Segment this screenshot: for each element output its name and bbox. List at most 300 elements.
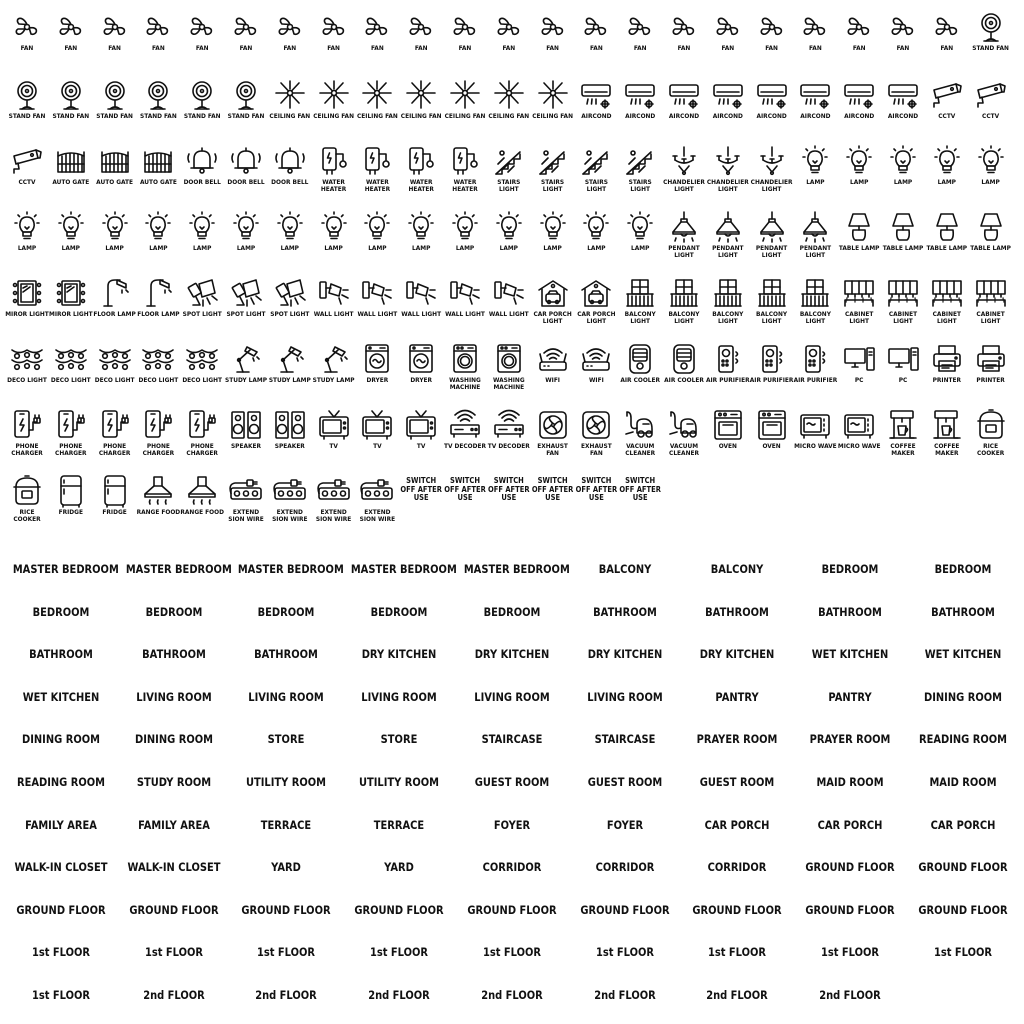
icon-sticker	[750, 78, 794, 144]
fan-icon	[837, 10, 881, 44]
icon-sticker	[837, 144, 881, 210]
icon-sticker	[881, 408, 925, 474]
tv-decoder-icon	[487, 408, 531, 442]
icon-sticker	[136, 78, 180, 144]
icon-sticker	[93, 408, 137, 474]
room-label-sticker: YARD	[384, 860, 414, 875]
wifi-router-icon	[574, 342, 618, 376]
printer-icon	[925, 342, 969, 376]
tv-icon	[312, 408, 356, 442]
icon-sticker-label: STAND FAN	[140, 112, 177, 120]
icon-sticker-label: AIRCOND	[887, 112, 919, 120]
icon-sticker	[881, 276, 925, 342]
icon-sticker	[487, 474, 531, 540]
icon-sticker	[443, 144, 487, 210]
icon-sticker	[662, 408, 706, 474]
icon-sticker-label: MIROR LIGHT	[5, 310, 49, 318]
fan-icon	[5, 10, 49, 44]
air-purifier-icon	[706, 342, 750, 376]
icon-sticker	[925, 342, 969, 408]
fan-icon	[136, 10, 180, 44]
icon-sticker-label: PHONE CHARGER	[11, 442, 43, 457]
icon-sticker-label: LAMP	[105, 244, 124, 252]
aircond-icon	[881, 78, 925, 112]
icon-sticker	[925, 210, 969, 276]
lamp-icon	[793, 144, 837, 178]
icon-sticker-label: LAMP	[236, 244, 256, 252]
dryer-icon	[399, 342, 443, 376]
phone-charger-icon	[93, 408, 137, 442]
icon-sticker-label: DOOR BELL	[227, 178, 265, 186]
icon-sticker-label: LAMP	[499, 244, 518, 252]
room-label-sticker: DINING ROOM	[923, 689, 1002, 704]
icon-sticker-label: CEILING FAN	[400, 112, 442, 120]
room-label-sticker: GUEST ROOM	[474, 775, 550, 789]
icon-sticker	[180, 408, 224, 474]
tv-decoder-icon	[443, 408, 487, 442]
washing-machine-icon	[443, 342, 487, 376]
icon-sticker-label: PENDANT LIGHT	[799, 244, 832, 259]
icon-sticker-label: VACUUM CLEANER	[625, 442, 656, 457]
room-label-sticker: 1st FLOOR	[144, 945, 203, 960]
phone-charger-icon	[5, 408, 49, 442]
icon-sticker-label: WATER HEATER	[452, 178, 478, 193]
icon-sticker-label: LAMP	[937, 178, 956, 186]
wall-light-icon	[312, 276, 356, 310]
icon-sticker-label: FAN	[239, 44, 253, 52]
icon-sticker	[750, 342, 794, 408]
room-label-sticker: WALK-IN CLOSET	[127, 860, 221, 875]
icon-sticker	[793, 210, 837, 276]
exhaust-fan-icon	[574, 408, 618, 442]
icon-sticker-label: PENDANT LIGHT	[755, 244, 788, 259]
icon-sticker-label: LAMP	[893, 178, 913, 186]
icon-sticker	[268, 144, 312, 210]
icon-sticker-label: LAMP	[981, 178, 1000, 186]
icon-sticker-label: FRIDGE	[58, 508, 83, 516]
icon-sticker	[662, 342, 706, 408]
room-label-sticker: 2nd FLOOR	[255, 988, 318, 1002]
tv-icon	[399, 408, 443, 442]
microwave-icon	[837, 408, 881, 442]
icon-sticker-label: DOOR BELL	[271, 178, 309, 186]
icon-sticker	[5, 276, 49, 342]
icon-sticker-label: CCTV	[982, 112, 1000, 120]
icon-sticker-label: COFFEE MAKER	[934, 442, 960, 457]
room-label-sticker: STORE	[380, 732, 418, 747]
room-label-sticker: GROUND FLOOR	[805, 860, 895, 875]
room-label-sticker: 2nd FLOOR	[706, 988, 768, 1002]
icon-sticker	[355, 276, 399, 342]
room-label-sticker: BEDROOM	[483, 604, 541, 619]
room-label-sticker: MAID ROOM	[816, 775, 884, 789]
aircond-icon	[618, 78, 662, 112]
deco-light-icon	[180, 342, 224, 376]
stand-fan-icon	[969, 10, 1013, 44]
icon-sticker-label: AIRCOND	[625, 112, 656, 120]
icon-sticker-label: DECO LIGHT	[138, 376, 179, 384]
fan-icon	[706, 10, 750, 44]
icon-sticker-label: WALL LIGHT	[313, 310, 354, 318]
balcony-light-icon	[662, 276, 706, 310]
icon-sticker	[136, 474, 180, 540]
icon-sticker	[969, 276, 1013, 342]
icon-sticker	[355, 78, 399, 144]
icon-sticker	[224, 474, 268, 540]
water-heater-icon	[443, 144, 487, 178]
room-label-sticker: PANTRY	[828, 689, 872, 704]
icon-sticker	[355, 10, 399, 76]
icon-sticker	[312, 210, 356, 276]
icon-sticker-label: FAN	[896, 44, 910, 52]
ceiling-fan-icon	[312, 78, 356, 112]
room-label-sticker: BEDROOM	[32, 604, 90, 619]
icon-sticker-label: STUDY LAMP	[225, 376, 267, 384]
aircond-icon	[706, 78, 750, 112]
lamp-icon	[355, 210, 399, 244]
icon-sticker-label: FAN	[195, 44, 209, 52]
door-bell-icon	[268, 144, 312, 178]
car-porch-light-icon	[531, 276, 575, 310]
room-label-sticker: 2nd FLOOR	[142, 988, 205, 1002]
auto-gate-icon	[136, 144, 180, 178]
icon-sticker	[574, 210, 618, 276]
room-label-sticker: PRAYER ROOM	[809, 732, 891, 747]
room-label-sticker: GROUND FLOOR	[241, 902, 332, 917]
room-label-sticker: 1st FLOOR	[31, 945, 91, 960]
icon-sticker	[574, 276, 618, 342]
room-label-sticker: GROUND FLOOR	[16, 902, 106, 917]
icon-sticker-label: FAN	[546, 44, 559, 52]
room-label-sticker: WET KITCHEN	[924, 647, 1001, 662]
icon-sticker-label: EXHAUST FAN	[537, 442, 568, 457]
cctv-icon	[5, 144, 49, 178]
icon-sticker	[531, 210, 575, 276]
icon-sticker-label: CEILING FAN	[488, 112, 530, 120]
icon-sticker-label: CCTV	[18, 178, 36, 186]
icon-sticker	[399, 342, 443, 408]
icon-sticker	[662, 210, 706, 276]
icon-sticker-label: AIRCOND	[756, 112, 787, 120]
lamp-icon	[180, 210, 224, 244]
icon-sticker-label: AIR COOLER	[620, 376, 661, 384]
icon-sticker	[399, 210, 443, 276]
room-label-sticker: 2nd FLOOR	[368, 988, 430, 1002]
icon-sticker	[487, 342, 531, 408]
icon-sticker-label: EXTEND SION WIRE	[272, 508, 308, 523]
room-label-sticker: CAR PORCH	[704, 817, 770, 832]
icon-sticker-label: FAN	[502, 44, 516, 52]
printer-icon	[969, 342, 1013, 376]
icon-sticker	[224, 342, 268, 408]
icon-sticker	[706, 10, 750, 76]
room-label-sticker: STORE	[268, 732, 305, 747]
icon-sticker	[574, 10, 618, 76]
icon-sticker-label: FAN	[633, 44, 647, 52]
icon-sticker-label: FRIDGE	[102, 508, 127, 516]
fan-icon	[925, 10, 969, 44]
icon-sticker-label: SWITCH OFF AFTER USE	[575, 476, 618, 502]
icon-sticker	[5, 78, 49, 144]
lamp-icon	[443, 210, 487, 244]
icon-sticker-label: EXTEND SION WIRE	[228, 508, 264, 523]
icon-sticker	[531, 474, 575, 540]
wall-light-icon	[487, 276, 531, 310]
stand-fan-icon	[93, 78, 137, 112]
icon-sticker-label: PHONE CHARGER	[98, 442, 131, 457]
icon-sticker	[180, 210, 224, 276]
icon-sticker	[399, 276, 443, 342]
table-lamp-icon	[969, 210, 1013, 244]
icon-sticker	[443, 342, 487, 408]
icon-sticker	[443, 474, 487, 540]
icon-sticker-label: LAMP	[850, 178, 869, 186]
lamp-icon	[49, 210, 93, 244]
icon-sticker	[881, 144, 925, 210]
icon-sticker	[224, 10, 268, 76]
icon-sticker	[399, 144, 443, 210]
icon-sticker	[487, 276, 531, 342]
icon-sticker	[5, 210, 49, 276]
room-label-sticker: 1st FLOOR	[708, 945, 767, 960]
fan-icon	[793, 10, 837, 44]
icon-sticker-label: CEILING FAN	[313, 112, 354, 120]
icon-sticker-label: CABINET LIGHT	[932, 310, 961, 325]
chandelier-icon	[750, 144, 794, 178]
pendant-light-icon	[706, 210, 750, 244]
icon-sticker-label: TABLE LAMP	[926, 244, 968, 252]
icon-sticker-label: AIRCOND	[844, 112, 875, 120]
fridge-icon	[93, 474, 137, 508]
lamp-icon	[487, 210, 531, 244]
icon-sticker-label: CEILING FAN	[357, 112, 398, 120]
icon-sticker	[268, 78, 312, 144]
icon-sticker-label: DECO LIGHT	[7, 376, 47, 384]
icon-sticker	[881, 10, 925, 76]
room-label-sticker: CAR PORCH	[930, 817, 995, 832]
room-label-sticker: CORRIDOR	[707, 860, 767, 875]
icon-sticker-label: STAND FAN	[972, 44, 1009, 52]
auto-gate-icon	[93, 144, 137, 178]
icon-sticker	[969, 210, 1013, 276]
icon-sticker-label: CHANDELIER LIGHT	[750, 178, 793, 193]
balcony-light-icon	[750, 276, 794, 310]
icon-sticker-label: FAN	[152, 44, 165, 52]
pendant-light-icon	[793, 210, 837, 244]
stairs-light-icon	[487, 144, 531, 178]
icon-sticker	[49, 408, 93, 474]
room-label-sticker: MASTER BEDROOM	[463, 562, 570, 576]
icon-sticker-label: LAMP	[17, 244, 37, 252]
fan-icon	[399, 10, 443, 44]
room-label-sticker: DINING ROOM	[22, 732, 100, 747]
air-purifier-icon	[793, 342, 837, 376]
icon-sticker-label: AIR COOLER	[664, 376, 704, 384]
icon-sticker	[93, 10, 137, 76]
room-label-sticker: LIVING ROOM	[135, 689, 212, 704]
icon-sticker-label: PHONE CHARGER	[186, 442, 218, 457]
room-label-sticker: 1st FLOOR	[482, 945, 541, 960]
room-label-sticker: WALK-IN CLOSET	[14, 860, 108, 875]
icon-sticker	[136, 342, 180, 408]
icon-sticker	[180, 10, 224, 76]
icon-sticker-label: FAN	[414, 44, 428, 52]
stand-fan-icon	[49, 78, 93, 112]
chandelier-icon	[662, 144, 706, 178]
icon-sticker	[618, 210, 662, 276]
cctv-icon	[925, 78, 969, 112]
icon-sticker	[881, 210, 925, 276]
icon-sticker-label: PENDANT LIGHT	[668, 244, 700, 259]
room-label-sticker: WET KITCHEN	[811, 647, 889, 662]
icon-sticker-label: LAMP	[587, 244, 606, 252]
room-label-sticker: FAMILY AREA	[25, 817, 97, 832]
icon-sticker	[793, 408, 837, 474]
icon-sticker	[487, 78, 531, 144]
icon-sticker	[618, 78, 662, 144]
icon-sticker-label: STAND FAN	[8, 112, 46, 120]
icon-sticker	[487, 408, 531, 474]
icon-sticker	[180, 144, 224, 210]
icon-sticker	[93, 78, 137, 144]
icon-sticker-label: DRYER	[366, 376, 389, 384]
room-label-sticker: BEDROOM	[257, 604, 315, 619]
icon-sticker	[837, 10, 881, 76]
room-label-sticker: DRY KITCHEN	[587, 647, 662, 662]
icon-sticker-label: STAND FAN	[96, 112, 133, 120]
ceiling-fan-icon	[399, 78, 443, 112]
fan-icon	[93, 10, 137, 44]
icon-sticker	[531, 144, 575, 210]
phone-charger-icon	[180, 408, 224, 442]
room-label-sticker: CORRIDOR	[595, 860, 654, 875]
lamp-icon	[312, 210, 356, 244]
water-heater-icon	[312, 144, 356, 178]
ceiling-fan-icon	[268, 78, 312, 112]
room-label-sticker: 2nd FLOOR	[480, 988, 543, 1002]
room-label-sticker: GROUND FLOOR	[917, 860, 1008, 875]
room-label-sticker: BATHROOM	[930, 604, 995, 619]
icon-sticker	[5, 10, 49, 76]
icon-sticker-label: FAN	[677, 44, 691, 52]
icon-sticker-label: MIROR LIGHT	[49, 310, 93, 318]
icon-sticker	[969, 408, 1013, 474]
icon-sticker-label: OVEN	[718, 442, 737, 450]
icon-sticker-label: LAMP	[543, 244, 562, 252]
mirror-light-icon	[5, 276, 49, 310]
icon-sticker-label: SPEAKER	[230, 442, 262, 450]
icon-sticker-label: TABLE LAMP	[970, 244, 1011, 252]
fan-icon	[268, 10, 312, 44]
lamp-icon	[969, 144, 1013, 178]
icon-sticker	[49, 210, 93, 276]
icon-sticker-label: MICRO WAVE	[794, 442, 837, 450]
stairs-light-icon	[574, 144, 618, 178]
icon-sticker-label: EXTEND SION WIRE	[315, 508, 352, 523]
chandelier-icon	[706, 144, 750, 178]
icon-sticker-label: BALCONY LIGHT	[668, 310, 700, 325]
wall-light-icon	[355, 276, 399, 310]
room-label-sticker: STAIRCASE	[594, 732, 655, 747]
icon-sticker	[793, 276, 837, 342]
icon-sticker-label: AIRCOND	[712, 112, 743, 120]
icon-sticker	[268, 342, 312, 408]
deco-light-icon	[49, 342, 93, 376]
aircond-icon	[574, 78, 618, 112]
study-lamp-icon	[268, 342, 312, 376]
room-label-sticker: 1st FLOOR	[820, 945, 879, 960]
icon-sticker	[925, 276, 969, 342]
range-hood-icon	[180, 474, 224, 508]
icon-sticker	[706, 408, 750, 474]
icon-sticker	[706, 276, 750, 342]
icon-sticker-label: LAMP	[280, 244, 299, 252]
room-label-sticker: BEDROOM	[145, 604, 203, 619]
icon-sticker-label: AIRCOND	[581, 112, 612, 120]
icon-sticker	[837, 342, 881, 408]
icon-sticker-label: EXTEND SION WIRE	[359, 508, 396, 523]
icon-sticker-label: SWITCH OFF AFTER USE	[619, 476, 661, 502]
deco-light-icon	[5, 342, 49, 376]
cabinet-light-icon	[881, 276, 925, 310]
room-label-sticker: FOYER	[493, 817, 530, 832]
icon-sticker	[5, 474, 49, 540]
room-label-sticker: MAID ROOM	[929, 775, 997, 789]
icon-sticker-label: STUDY LAMP	[312, 376, 355, 384]
icon-sticker-label: AUTO GATE	[139, 178, 177, 186]
room-label-sticker: BATHROOM	[818, 604, 882, 619]
room-label-sticker: DINING ROOM	[134, 732, 213, 747]
icon-sticker	[662, 144, 706, 210]
room-label-sheet	[0, 552, 1024, 1024]
icon-sticker	[881, 78, 925, 144]
icon-sticker-label: STAND FAN	[183, 112, 221, 120]
icon-sticker	[268, 408, 312, 474]
fan-icon	[881, 10, 925, 44]
pc-icon	[837, 342, 881, 376]
icon-sticker-label: STAIRS LIGHT	[584, 178, 608, 193]
pc-icon	[881, 342, 925, 376]
room-label-sticker: GUEST ROOM	[699, 775, 775, 789]
floor-lamp-icon	[93, 276, 137, 310]
aircond-icon	[662, 78, 706, 112]
lamp-icon	[574, 210, 618, 244]
icon-sticker	[312, 342, 356, 408]
fan-icon	[355, 10, 399, 44]
microwave-icon	[793, 408, 837, 442]
room-label-sticker: GROUND FLOOR	[692, 902, 782, 917]
stairs-light-icon	[618, 144, 662, 178]
icon-sticker-label: FAN	[809, 44, 822, 52]
icon-sticker-label: TV DECODER	[443, 442, 487, 450]
icon-sticker-label: STAND FAN	[227, 112, 265, 120]
room-label-sticker: GROUND FLOOR	[354, 902, 444, 917]
icon-sticker	[180, 276, 224, 342]
icon-sticker-label: LAMP	[455, 244, 475, 252]
lamp-icon	[837, 144, 881, 178]
car-porch-light-icon	[574, 276, 618, 310]
fan-icon	[574, 10, 618, 44]
icon-sticker	[93, 144, 137, 210]
coffee-maker-icon	[881, 408, 925, 442]
icon-sticker	[312, 144, 356, 210]
icon-sticker-label: SWITCH OFF AFTER USE	[400, 476, 442, 502]
icon-sticker	[531, 10, 575, 76]
icon-sticker-label: CEILING FAN	[269, 112, 311, 120]
wall-light-icon	[399, 276, 443, 310]
icon-sticker-label: SPOT LIGHT	[226, 310, 266, 318]
room-label-sticker: BEDROOM	[370, 604, 428, 619]
